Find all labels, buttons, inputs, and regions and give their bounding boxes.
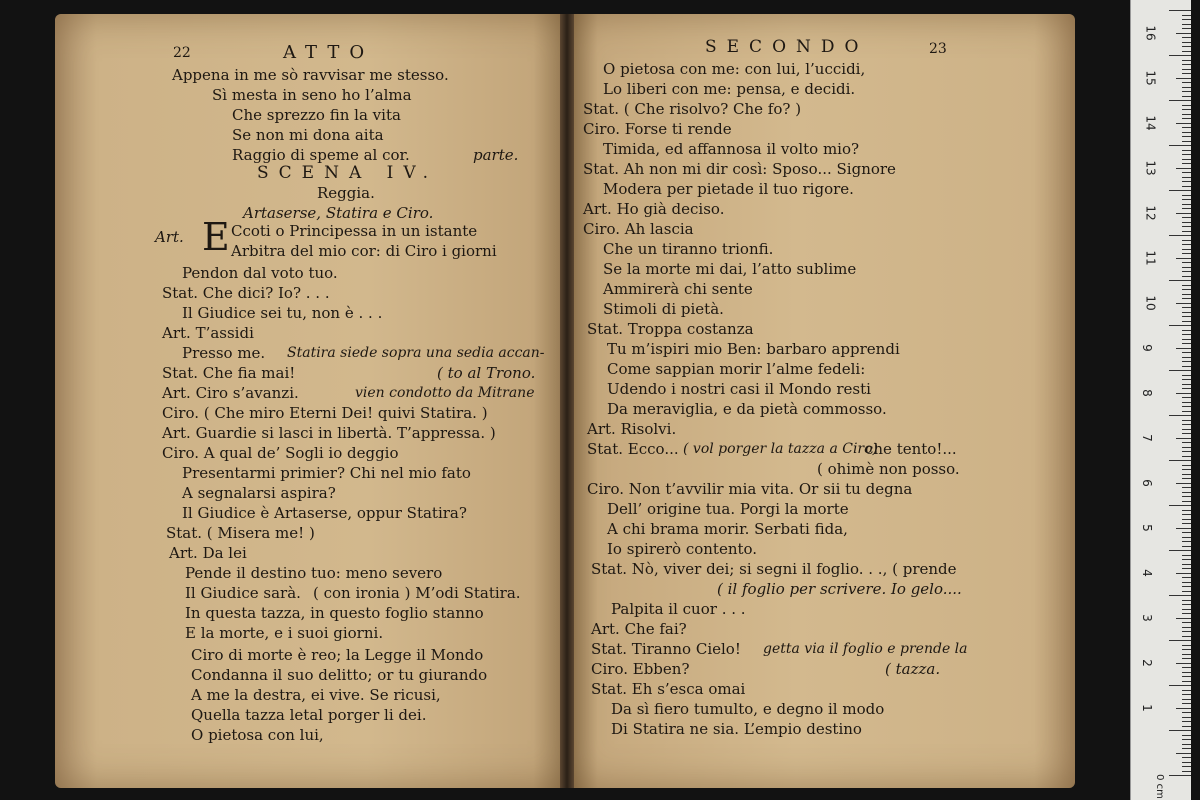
ruler-tick <box>1182 60 1191 61</box>
ruler-tick <box>1182 613 1191 614</box>
ruler-tick <box>1182 150 1191 151</box>
ruler-tick <box>1169 370 1191 371</box>
ruler-label: 4 <box>1139 569 1154 577</box>
ruler-tick <box>1182 87 1191 88</box>
ruler-tick <box>1176 708 1191 709</box>
ruler-tick <box>1182 600 1191 601</box>
ruler-tick <box>1182 402 1191 403</box>
measuring-ruler <box>1130 0 1191 800</box>
text-line: Ciro. Ebben? <box>591 660 690 678</box>
text-line: Tu m’ispiri mio Ben: barbaro apprendi <box>607 340 900 358</box>
ruler-tick <box>1182 19 1191 20</box>
text-line: Timida, ed affannosa il volto mio? <box>603 140 860 158</box>
ruler-tick <box>1182 681 1191 682</box>
ruler-tick <box>1182 699 1191 700</box>
ruler-tick <box>1176 393 1191 394</box>
text-line: Quella tazza letal porger li dei. <box>191 706 427 724</box>
text-line: Ciro. Non t’avvilir mia vita. Or sii tu degna <box>587 480 913 498</box>
ruler-tick <box>1176 438 1191 439</box>
ruler-tick <box>1182 568 1191 569</box>
ruler-label: 8 <box>1139 389 1154 397</box>
text-line: Art. Che fai? <box>591 620 687 638</box>
ruler-tick <box>1182 721 1191 722</box>
ruler-tick <box>1182 289 1191 290</box>
text-line: Stimoli di pietà. <box>603 300 724 318</box>
ruler-tick <box>1182 298 1191 299</box>
ruler-tick <box>1182 717 1191 718</box>
text-line: Ciro. ( Che miro Eterni Dei! quivi Statira. ) <box>162 404 488 422</box>
ruler-tick <box>1182 339 1191 340</box>
ruler-tick <box>1182 541 1191 542</box>
ruler-tick <box>1176 303 1191 304</box>
ruler-tick <box>1169 235 1191 236</box>
ruler-tick <box>1182 199 1191 200</box>
ruler-tick <box>1182 451 1191 452</box>
text-line: Art. Ho già deciso. <box>583 200 725 218</box>
drop-cap: E <box>202 215 230 259</box>
ruler-tick <box>1182 37 1191 38</box>
ruler-tick <box>1182 69 1191 70</box>
text-line: Modera per pietade il tuo rigore. <box>603 180 854 198</box>
ruler-tick <box>1182 163 1191 164</box>
text-line: Sì mesta in seno ho l’alma <box>212 86 412 104</box>
running-head: ATTO <box>283 42 375 63</box>
ruler-tick <box>1176 753 1191 754</box>
stage-direction: ( to al Trono. <box>437 364 536 382</box>
ruler-tick <box>1182 15 1191 16</box>
text-line: Ciro. Ah lascia <box>583 220 694 238</box>
text-line: Stat. Troppa costanza <box>587 320 754 338</box>
ruler-tick <box>1182 492 1191 493</box>
ruler-tick <box>1182 442 1191 443</box>
ruler-unit-label: 0 cm <box>1153 774 1165 799</box>
ruler-tick <box>1182 406 1191 407</box>
text-line: Se non mi dona aita <box>232 126 384 144</box>
ruler-tick <box>1182 537 1191 538</box>
ruler-tick <box>1176 483 1191 484</box>
ruler-tick <box>1182 136 1191 137</box>
ruler-tick <box>1182 186 1191 187</box>
text-line: Art. Risolvi. <box>587 420 677 438</box>
ruler-tick <box>1182 240 1191 241</box>
ruler-tick <box>1182 51 1191 52</box>
ruler-tick <box>1182 523 1191 524</box>
text-line: Arbitra del mio cor: di Ciro i giorni <box>231 242 497 260</box>
ruler-tick <box>1182 744 1191 745</box>
ruler-tick <box>1182 546 1191 547</box>
ruler-tick <box>1182 127 1191 128</box>
ruler-tick <box>1182 352 1191 353</box>
speaker-label: Art. <box>155 228 184 246</box>
ruler-tick <box>1182 532 1191 533</box>
page-number: 22 <box>173 45 191 61</box>
ruler-tick <box>1176 78 1191 79</box>
text-line: Come sappian morir l’alme fedeli: <box>607 360 866 378</box>
left-page <box>55 14 575 788</box>
ruler-tick <box>1182 294 1191 295</box>
ruler-tick <box>1182 420 1191 421</box>
ruler-tick <box>1182 244 1191 245</box>
ruler-label: 9 <box>1139 344 1154 352</box>
text-line: Io spirerò contento. <box>607 540 758 558</box>
text-line: Stat. Ecco... <box>587 440 679 458</box>
ruler-tick <box>1182 262 1191 263</box>
ruler-tick <box>1182 645 1191 646</box>
ruler-tick <box>1182 64 1191 65</box>
ruler-tick <box>1182 631 1191 632</box>
ruler-tick <box>1182 172 1191 173</box>
ruler-tick <box>1182 735 1191 736</box>
ruler-tick <box>1169 415 1191 416</box>
text-line: Udendo i nostri casi il Mondo resti <box>607 380 871 398</box>
ruler-tick <box>1182 465 1191 466</box>
ruler-tick <box>1182 469 1191 470</box>
ruler-tick <box>1182 654 1191 655</box>
ruler-tick <box>1182 267 1191 268</box>
ruler-tick <box>1182 388 1191 389</box>
ruler-tick <box>1182 276 1191 277</box>
ruler-tick <box>1182 609 1191 610</box>
text-line: Stat. ( Che risolvo? Che fo? ) <box>583 100 802 118</box>
ruler-tick <box>1182 343 1191 344</box>
ruler-tick <box>1182 586 1191 587</box>
text-line: Dell’ origine tua. Porgi la morte <box>607 500 849 518</box>
text-line: Art. Da lei <box>169 544 247 562</box>
text-line: Condanna il suo delitto; or tu giurando <box>191 666 488 684</box>
text-line: Stat. Nò, viver dei; si segni il foglio. . ., ( prende <box>591 560 957 578</box>
ruler-tick <box>1182 510 1191 511</box>
ruler-tick <box>1176 258 1191 259</box>
ruler-tick <box>1169 145 1191 146</box>
stage-direction: Statira siede sopra una sedia accan- <box>287 345 545 361</box>
ruler-tick <box>1169 775 1191 776</box>
ruler-tick <box>1182 109 1191 110</box>
book-gutter <box>560 14 574 788</box>
ruler-tick <box>1182 118 1191 119</box>
ruler-tick <box>1182 604 1191 605</box>
ruler-tick <box>1182 91 1191 92</box>
text-line: A segnalarsi aspira? <box>182 484 336 502</box>
text-line: Art. Guardie si lasci in libertà. T’appressa. ) <box>162 424 496 442</box>
ruler-tick <box>1182 384 1191 385</box>
ruler-tick <box>1182 424 1191 425</box>
text-line: Ciro. A qual de’ Sogli io deggio <box>162 444 399 462</box>
text-line: O pietosa con me: con lui, l’uccidi, <box>603 60 866 78</box>
ruler-tick <box>1182 82 1191 83</box>
text-line: Di Statira ne sia. L’empio destino <box>611 720 862 738</box>
text-line: Stat. ( Misera me! ) <box>166 524 315 542</box>
ruler-label: 5 <box>1139 524 1154 532</box>
ruler-tick <box>1182 496 1191 497</box>
text-line: Pendon dal voto tuo. <box>182 264 338 282</box>
ruler-tick <box>1182 226 1191 227</box>
text-line: A chi brama morir. Serbati fida, <box>607 520 848 538</box>
ruler-tick <box>1182 105 1191 106</box>
ruler-tick <box>1182 141 1191 142</box>
ruler-tick <box>1182 555 1191 556</box>
text-line: Palpita il cuor . . . <box>611 600 746 618</box>
text-line: Art. T’assidi <box>162 324 254 342</box>
stage-direction: parte. <box>473 146 519 164</box>
stage-direction: getta via il foglio e prende la <box>763 641 968 657</box>
ruler-label: 14 <box>1143 115 1158 131</box>
ruler-tick <box>1182 357 1191 358</box>
ruler-tick <box>1182 672 1191 673</box>
ruler-tick <box>1182 487 1191 488</box>
ruler-tick <box>1182 429 1191 430</box>
ruler-tick <box>1182 42 1191 43</box>
text-line: Presso me. <box>182 344 266 362</box>
ruler-tick <box>1182 334 1191 335</box>
ruler-label: 13 <box>1143 160 1158 176</box>
scene-heading: SCENA IV. <box>257 163 439 183</box>
stage-direction: vien condotto da Mitrane <box>355 385 535 401</box>
ruler-tick <box>1182 330 1191 331</box>
text-line: Ammirerà chi sente <box>603 280 753 298</box>
ruler-tick <box>1182 694 1191 695</box>
ruler-tick <box>1169 100 1191 101</box>
text-line: Pende il destino tuo: meno severo <box>185 564 443 582</box>
text-line: Raggio di speme al cor. <box>232 146 410 164</box>
text-line: Art. Ciro s’avanzi. <box>162 384 299 402</box>
ruler-tick <box>1176 348 1191 349</box>
text-line: Che un tiranno trionfi. <box>603 240 774 258</box>
ruler-tick <box>1182 577 1191 578</box>
ruler-tick <box>1182 231 1191 232</box>
ruler-tick <box>1182 591 1191 592</box>
ruler-tick <box>1182 559 1191 560</box>
stage-direction: ( vol porger la tazza a Ciro) <box>683 441 879 457</box>
ruler-tick <box>1182 195 1191 196</box>
ruler-tick <box>1176 528 1191 529</box>
ruler-tick <box>1182 397 1191 398</box>
characters-list: Artaserse, Statira e Ciro. <box>243 204 434 222</box>
ruler-label: 10 <box>1143 295 1158 311</box>
ruler-tick <box>1182 321 1191 322</box>
ruler-tick <box>1182 271 1191 272</box>
ruler-tick <box>1182 217 1191 218</box>
ruler-label: 7 <box>1139 434 1154 442</box>
ruler-tick <box>1182 748 1191 749</box>
text-line: Da meraviglia, e da pietà commosso. <box>607 400 887 418</box>
text-line: Stat. Ah non mi dir così: Sposo... Signore <box>583 160 896 178</box>
ruler-tick <box>1169 595 1191 596</box>
open-book <box>55 14 1075 788</box>
ruler-tick <box>1169 10 1191 11</box>
ruler-tick <box>1182 73 1191 74</box>
ruler-tick <box>1182 285 1191 286</box>
ruler-tick <box>1182 658 1191 659</box>
text-line: In questa tazza, in questo foglio stanno <box>185 604 484 622</box>
ruler-tick <box>1182 204 1191 205</box>
text-line: che tento!... <box>865 440 957 458</box>
ruler-tick <box>1182 739 1191 740</box>
scene-location: Reggia. <box>317 184 375 202</box>
text-line: Stat. Che fia mai! <box>162 364 296 382</box>
ruler-tick <box>1182 474 1191 475</box>
text-line: O pietosa con lui, <box>191 726 324 744</box>
text-line: Lo liberi con me: pensa, e decidi. <box>603 80 856 98</box>
ruler-tick <box>1176 33 1191 34</box>
ruler-tick <box>1182 478 1191 479</box>
ruler-tick <box>1182 46 1191 47</box>
ruler-tick <box>1182 96 1191 97</box>
ruler-tick <box>1182 316 1191 317</box>
ruler-tick <box>1169 640 1191 641</box>
ruler-tick <box>1182 433 1191 434</box>
text-line: Il Giudice sarà. <box>185 584 301 602</box>
ruler-tick <box>1182 375 1191 376</box>
ruler-tick <box>1182 159 1191 160</box>
ruler-tick <box>1176 663 1191 664</box>
right-page <box>567 14 1075 788</box>
ruler-tick <box>1182 766 1191 767</box>
ruler-tick <box>1182 114 1191 115</box>
ruler-label: 12 <box>1143 205 1158 221</box>
ruler-tick <box>1182 456 1191 457</box>
ruler-tick <box>1182 222 1191 223</box>
ruler-tick <box>1176 618 1191 619</box>
ruler-tick <box>1169 190 1191 191</box>
ruler-tick <box>1182 712 1191 713</box>
ruler-tick <box>1182 667 1191 668</box>
text-line: Il Giudice sei tu, non è . . . <box>182 304 383 322</box>
ruler-tick <box>1182 154 1191 155</box>
ruler-tick <box>1182 564 1191 565</box>
ruler-tick <box>1169 505 1191 506</box>
ruler-tick <box>1169 460 1191 461</box>
ruler-tick <box>1169 730 1191 731</box>
ruler-tick <box>1182 622 1191 623</box>
ruler-label: 3 <box>1139 614 1154 622</box>
ruler-tick <box>1169 325 1191 326</box>
text-line: A me la destra, ei vive. Se ricusi, <box>191 686 441 704</box>
stage-direction: ( tazza. <box>885 660 941 678</box>
ruler-tick <box>1182 627 1191 628</box>
ruler-tick <box>1182 447 1191 448</box>
ruler-tick <box>1182 762 1191 763</box>
text-line: Stat. Tiranno Cielo! <box>591 640 741 658</box>
ruler-tick <box>1169 280 1191 281</box>
text-line: Presentarmi primier? Chi nel mio fato <box>182 464 471 482</box>
ruler-tick <box>1182 726 1191 727</box>
page-number: 23 <box>929 41 947 57</box>
ruler-tick <box>1182 757 1191 758</box>
ruler-tick <box>1182 249 1191 250</box>
ruler-tick <box>1182 181 1191 182</box>
text-line: Stat. Eh s’esca omai <box>591 680 746 698</box>
ruler-tick <box>1182 366 1191 367</box>
ruler-tick <box>1182 177 1191 178</box>
ruler-tick <box>1182 636 1191 637</box>
ruler-tick <box>1182 312 1191 313</box>
ruler-tick <box>1182 519 1191 520</box>
ruler-tick <box>1182 379 1191 380</box>
stage-direction: ( il foglio per scrivere. Io gelo.... <box>717 580 962 598</box>
text-line: Che sprezzo fin la vita <box>232 106 401 124</box>
ruler-tick <box>1182 771 1191 772</box>
ruler-tick <box>1182 690 1191 691</box>
stage-direction: ( ohimè non posso. <box>817 460 960 478</box>
ruler-tick <box>1182 307 1191 308</box>
ruler-label: 1 <box>1139 704 1154 712</box>
text-line: Ccoti o Principessa in un istante <box>231 222 478 240</box>
text-line: Se la morte mi dai, l’atto sublime <box>603 260 857 278</box>
ruler-tick <box>1182 649 1191 650</box>
ruler-tick <box>1169 550 1191 551</box>
ruler-tick <box>1182 703 1191 704</box>
ruler-tick <box>1182 582 1191 583</box>
ruler-tick <box>1182 514 1191 515</box>
ruler-tick <box>1182 28 1191 29</box>
text-line: Ciro di morte è reo; la Legge il Mondo <box>191 646 484 664</box>
ruler-tick <box>1176 123 1191 124</box>
text-line: E la morte, e i suoi giorni. <box>185 624 384 642</box>
text-line: Ciro. Forse ti rende <box>583 120 732 138</box>
text-line: Il Giudice è Artaserse, oppur Statira? <box>182 504 467 522</box>
ruler-tick <box>1176 168 1191 169</box>
ruler-tick <box>1182 132 1191 133</box>
text-line: Appena in me sò ravvisar me stesso. <box>172 66 449 84</box>
ruler-tick <box>1176 213 1191 214</box>
text-line: Stat. Che dici? Io? . . . <box>162 284 330 302</box>
ruler-label: 16 <box>1143 25 1158 41</box>
ruler-tick <box>1182 361 1191 362</box>
ruler-tick <box>1182 676 1191 677</box>
ruler-label: 6 <box>1139 479 1154 487</box>
ruler-tick <box>1182 411 1191 412</box>
ruler-label: 15 <box>1143 70 1158 86</box>
ruler-tick <box>1182 24 1191 25</box>
ruler-label: 11 <box>1143 250 1158 266</box>
ruler-tick <box>1182 501 1191 502</box>
text-line: Da sì fiero tumulto, e degno il modo <box>611 700 885 718</box>
ruler-label: 2 <box>1139 659 1154 667</box>
ruler-tick <box>1182 253 1191 254</box>
text-line: ( con ironia ) M’odi Statira. <box>313 584 521 602</box>
ruler-tick <box>1176 573 1191 574</box>
ruler-tick <box>1169 685 1191 686</box>
ruler-tick <box>1169 55 1191 56</box>
ruler-tick <box>1182 208 1191 209</box>
running-head: SECONDO <box>705 37 869 57</box>
